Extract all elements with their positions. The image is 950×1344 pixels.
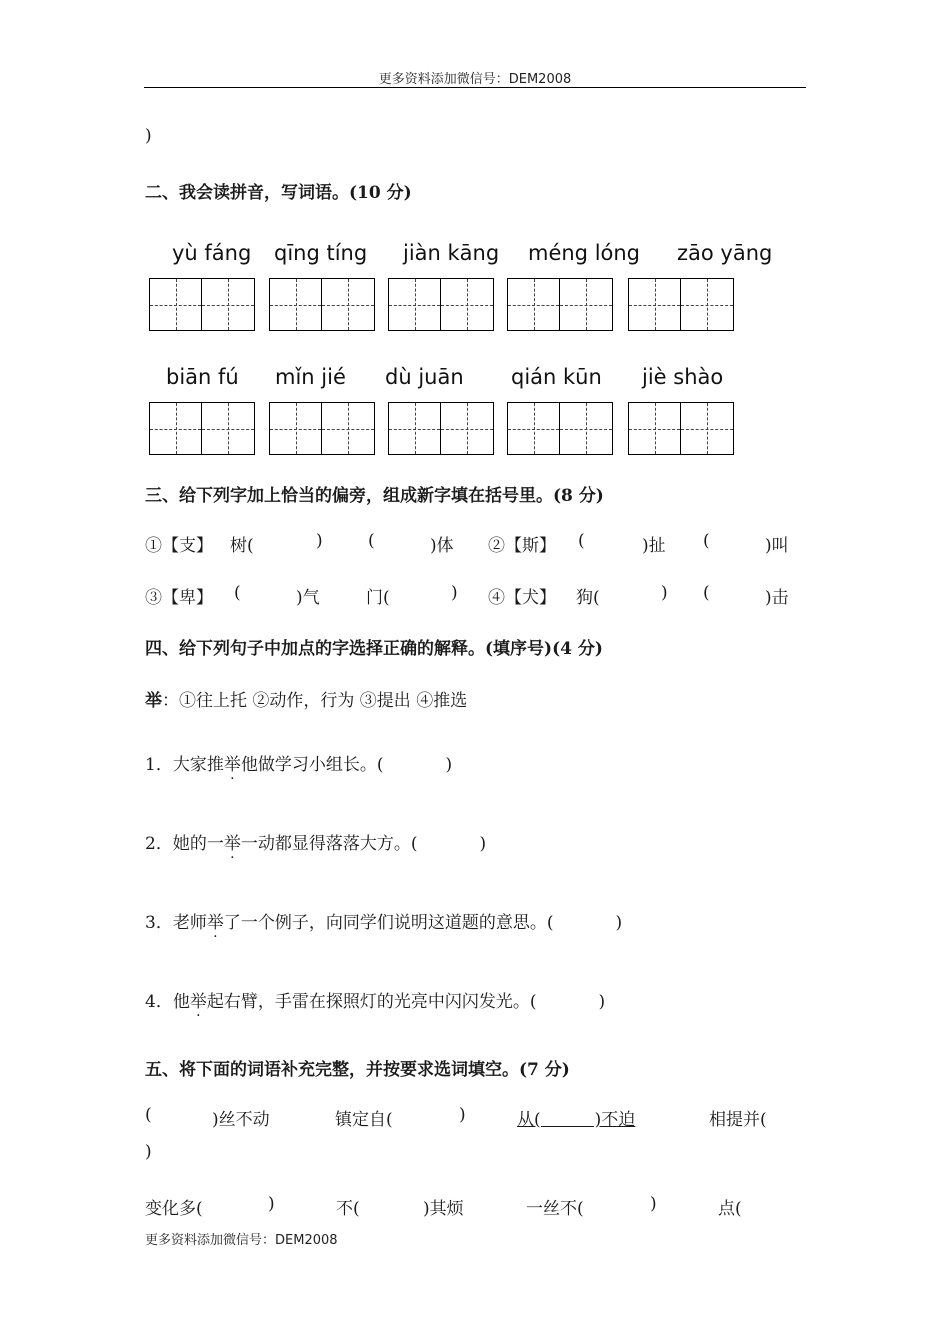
question-3 xyxy=(145,908,622,933)
idiom-fill: 一丝不( xyxy=(526,1199,584,1219)
writing-grid-4[interactable] xyxy=(507,278,613,331)
fill-text: )击 xyxy=(765,588,789,608)
idiom-fill: 不( xyxy=(336,1199,360,1219)
section-2-title: 二、我会读拼音，写词语。(10 分) xyxy=(145,183,412,203)
idiom-fill: ) xyxy=(145,1142,152,1162)
writing-grid-6[interactable] xyxy=(149,402,255,455)
question-text: 2．她的一 xyxy=(145,834,224,854)
writing-grid-8[interactable] xyxy=(388,402,494,455)
grid-cell[interactable] xyxy=(388,278,441,331)
grid-cell[interactable] xyxy=(388,402,441,455)
dotted-character: 举 xyxy=(206,913,224,933)
idiom-fill: ) xyxy=(268,1194,275,1214)
definition-options xyxy=(145,686,467,711)
radical-1-label: ①【支】 xyxy=(145,536,213,556)
pinyin-2: qīng tíng xyxy=(274,241,368,265)
writing-grid-7[interactable] xyxy=(269,402,375,455)
idiom-fill: ) xyxy=(650,1194,657,1214)
idiom-fill: 相提并( xyxy=(709,1110,767,1130)
fill-text: ( xyxy=(578,531,585,551)
question-text: 4．他 xyxy=(145,992,190,1012)
fill-text: ( xyxy=(234,583,241,603)
fill-text: 树( xyxy=(230,536,254,556)
grid-cell[interactable] xyxy=(441,402,494,455)
grid-cell[interactable] xyxy=(149,278,202,331)
grid-cell[interactable] xyxy=(628,402,681,455)
grid-cell[interactable] xyxy=(269,278,322,331)
idiom-fill: )其烦 xyxy=(423,1199,464,1219)
pinyin-4: méng lóng xyxy=(528,241,641,265)
grid-cell[interactable] xyxy=(202,278,255,331)
question-1 xyxy=(145,750,452,775)
grid-cell[interactable] xyxy=(322,278,375,331)
grid-cell[interactable] xyxy=(681,278,734,331)
fill-text: )体 xyxy=(430,536,454,556)
grid-cell[interactable] xyxy=(202,402,255,455)
grid-cell[interactable] xyxy=(269,402,322,455)
fill-text: )扯 xyxy=(642,536,666,556)
pinyin-9: qián kūn xyxy=(511,365,602,389)
fill-text: ( xyxy=(703,531,710,551)
question-text: ) xyxy=(598,992,606,1012)
fill-text: 门( xyxy=(366,588,390,608)
idiom-fill: )丝不动 xyxy=(212,1110,270,1130)
pinyin-3: jiàn kāng xyxy=(403,241,500,265)
idiom-fill: 变化多( xyxy=(145,1199,203,1219)
grid-cell[interactable] xyxy=(441,278,494,331)
grid-cell[interactable] xyxy=(322,402,375,455)
grid-cell[interactable] xyxy=(560,402,613,455)
pinyin-6: biān fú xyxy=(166,365,239,389)
pinyin-5: zāo yāng xyxy=(677,241,773,265)
pinyin-7: mǐn jié xyxy=(275,365,346,389)
options-text: ：①往上托 ②动作，行为 ③提出 ④推选 xyxy=(162,691,468,711)
question-text: 1．大家推 xyxy=(145,755,224,775)
fill-text: ( xyxy=(368,531,375,551)
idiom-fill: ) xyxy=(459,1105,466,1125)
question-text: 起右臂，手雷在探照灯的光亮中闪闪发光。( xyxy=(206,992,537,1012)
question-text: 3．老师 xyxy=(145,913,207,933)
section-4-title: 四、给下列句子中加点的字选择正确的解释。(填序号)(4 分) xyxy=(145,639,603,659)
pinyin-1: yù fáng xyxy=(172,241,252,265)
fill-text: ) xyxy=(451,583,458,603)
writing-grid-10[interactable] xyxy=(628,402,734,455)
grid-cell[interactable] xyxy=(628,278,681,331)
fill-text: ) xyxy=(316,531,323,551)
fill-text: )叫 xyxy=(765,536,789,556)
header-rule xyxy=(144,87,806,88)
dotted-character: 举 xyxy=(189,992,207,1012)
idiom-fill: 点( xyxy=(718,1199,742,1219)
key-character: 举 xyxy=(145,691,162,711)
question-text: 他做学习小组长。( xyxy=(240,755,384,775)
grid-cell[interactable] xyxy=(681,402,734,455)
question-4 xyxy=(145,987,605,1012)
radical-4-label: ④【犬】 xyxy=(488,588,556,608)
carry-over-paren: ) xyxy=(145,126,152,146)
grid-cell[interactable] xyxy=(507,278,560,331)
writing-grid-5[interactable] xyxy=(628,278,734,331)
idiom-fill: 镇定自( xyxy=(335,1110,393,1130)
dotted-character: 举 xyxy=(223,755,241,775)
question-text: ) xyxy=(479,834,487,854)
writing-grid-1[interactable] xyxy=(149,278,255,331)
section-3-title: 三、给下列字加上恰当的偏旁，组成新字填在括号里。(8 分) xyxy=(145,486,604,506)
fill-text: ) xyxy=(661,583,668,603)
radical-3-label: ③【卑】 xyxy=(145,588,213,608)
question-text: 一动都显得落落大方。( xyxy=(240,834,418,854)
writing-grid-2[interactable] xyxy=(269,278,375,331)
question-text: ) xyxy=(445,755,453,775)
question-2 xyxy=(145,829,486,854)
dotted-character: 举 xyxy=(223,834,241,854)
idiom-fill: ( xyxy=(145,1105,152,1125)
writing-grid-3[interactable] xyxy=(388,278,494,331)
section-5-title: 五、将下面的词语补充完整，并按要求选词填空。(7 分) xyxy=(145,1060,570,1080)
grid-cell[interactable] xyxy=(507,402,560,455)
grid-cell[interactable] xyxy=(560,278,613,331)
fill-text: ( xyxy=(703,583,710,603)
idiom-underlined: 从( )不迫 xyxy=(517,1110,636,1130)
question-text: 了一个例子，向同学们说明这道题的意思。( xyxy=(223,913,554,933)
question-text: ) xyxy=(615,913,623,933)
writing-grid-9[interactable] xyxy=(507,402,613,455)
fill-text: 狗( xyxy=(576,588,600,608)
pinyin-10: jiè shào xyxy=(642,365,724,389)
pinyin-8: dù juān xyxy=(385,365,464,389)
fill-text: )气 xyxy=(296,588,320,608)
radical-2-label: ②【斯】 xyxy=(488,536,556,556)
page-footer: 更多资料添加微信号：DEM2008 xyxy=(145,1233,338,1248)
page-header: 更多资料添加微信号：DEM2008 xyxy=(378,72,572,87)
grid-cell[interactable] xyxy=(149,402,202,455)
